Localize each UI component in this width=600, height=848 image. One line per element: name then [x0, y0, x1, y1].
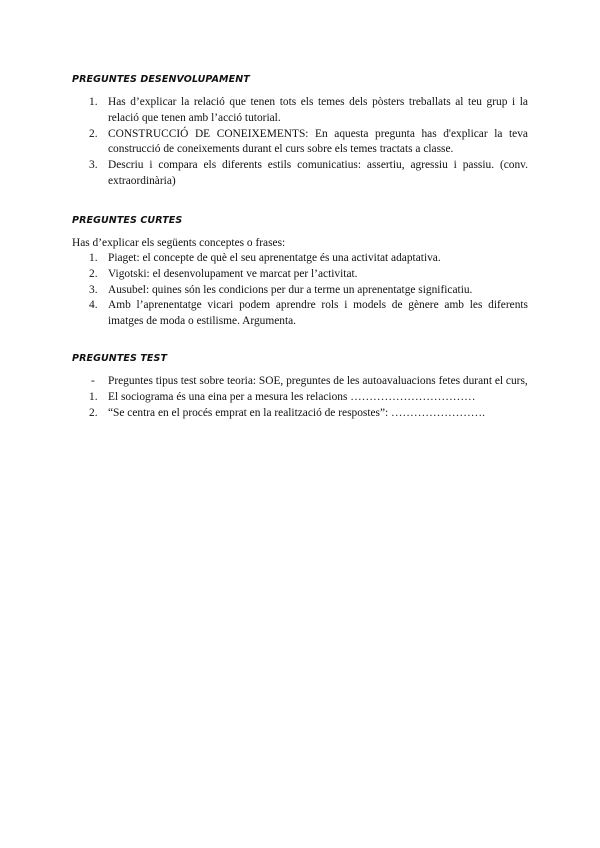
question-text: El sociograma és una eina per a mesura les relacions ……………………………	[108, 390, 476, 403]
list-item	[72, 95, 528, 127]
question-text: Descriu i compara els diferents estils comunicatius: assertiu, agressiu i passiu. (conv. extraordinària)	[108, 159, 528, 187]
list-marker: 1.	[89, 96, 98, 108]
question-text: Vigotski: el desenvolupament ve marcat per l’activitat.	[108, 267, 358, 280]
section-intro: Has d’explicar els següents conceptes o frases:	[72, 237, 286, 249]
section-heading: PREGUNTES TEST	[72, 353, 168, 364]
list-marker: 1.	[89, 390, 98, 403]
list-item	[72, 406, 528, 422]
list-marker: 2.	[89, 406, 98, 419]
list-item	[72, 267, 528, 283]
list-item	[72, 127, 528, 159]
question-list	[72, 251, 528, 330]
question-text: CONSTRUCCIÓ DE CONEIXEMENTS: En aquesta pregunta has d'explicar la teva construcció de coneixements durant el curs sobre els temes tractats a classe.	[108, 127, 528, 156]
list-item	[72, 283, 528, 299]
section-heading: PREGUNTES CURTES	[72, 215, 183, 226]
list-marker: 2.	[89, 127, 98, 140]
list-marker: 4.	[89, 299, 98, 312]
list-marker: 3.	[89, 283, 98, 296]
list-item	[72, 374, 528, 390]
list-item	[72, 251, 528, 267]
list-marker: 3.	[89, 159, 98, 172]
question-text: Has d’explicar la relació que tenen tots els temes dels pòsters treballats al teu grup i la relació que tenen amb l’acció tutorial.	[108, 96, 528, 124]
section-curtes	[72, 215, 528, 330]
question-text: Amb l’aprenentatge vicari podem aprendre rols i models de gènere amb les diferents imatges de moda o estilisme. Argumenta.	[108, 299, 528, 328]
section-heading: PREGUNTES DESENVOLUPAMENT	[72, 74, 250, 85]
question-list	[72, 95, 528, 190]
question-text: Ausubel: quines són les condicions per dur a terme un aprenentatge significatiu.	[108, 283, 473, 296]
list-item	[72, 158, 528, 190]
section-desenvolupament	[72, 74, 528, 190]
list-item	[72, 298, 528, 330]
section-test	[72, 353, 528, 421]
list-marker: 1.	[89, 252, 98, 264]
question-text: Preguntes tipus test sobre teoria: SOE, preguntes de les autoavaluacions fetes durant el curs,	[108, 375, 528, 387]
list-marker: -	[91, 375, 95, 387]
list-marker: 2.	[89, 267, 98, 280]
question-text: Piaget: el concepte de què el seu aprenentatge és una activitat adaptativa.	[108, 252, 441, 264]
list-item	[72, 390, 528, 406]
question-text: “Se centra en el procés emprat en la realització de respostes”: …………………….	[108, 406, 486, 419]
question-list	[72, 374, 528, 421]
